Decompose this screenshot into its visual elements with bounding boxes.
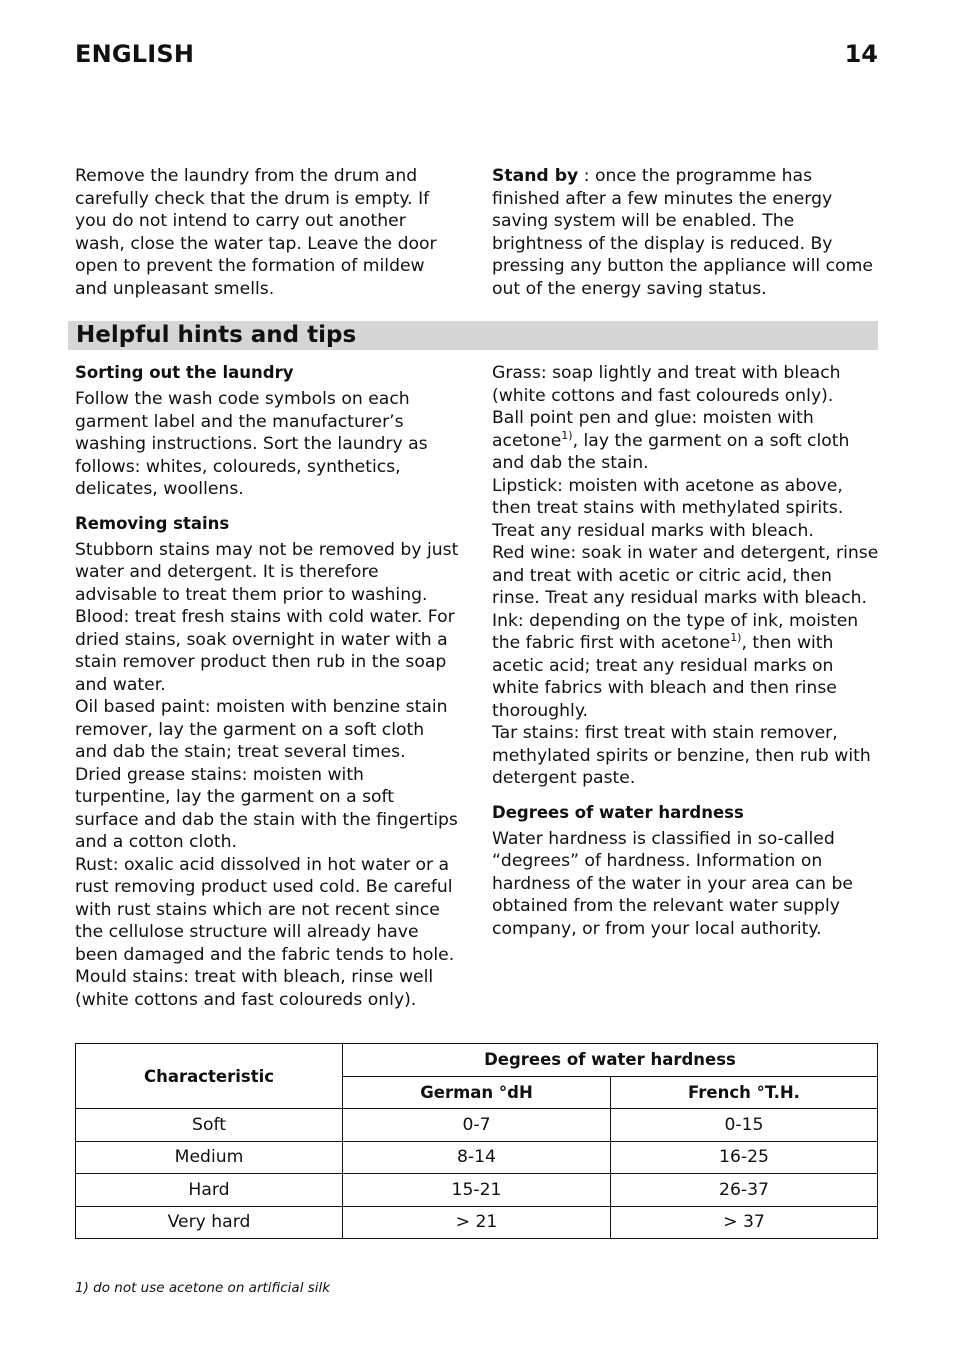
ink-text-b: , then with acetic acid; treat any residual marks on white fabrics with bleach and then rinse thoroughly. — [492, 633, 837, 721]
ink-text — [492, 610, 880, 723]
standby-paragraph — [492, 165, 880, 300]
stains-heading: Removing stains — [75, 513, 230, 533]
table-row — [76, 1141, 878, 1174]
pen-text — [492, 407, 880, 475]
cell-german: 8-14 — [343, 1141, 611, 1174]
left-column — [75, 362, 459, 1011]
page-header — [75, 40, 878, 74]
intro-right — [492, 165, 880, 300]
wine-text: Red wine: soak in water and detergent, rinse and treat with acetic or citric acid, then rinse. Treat any residual marks with bleach. — [492, 543, 879, 608]
table-header-row — [76, 1044, 878, 1077]
intro-left — [75, 165, 459, 300]
header-french: French °T.H. — [611, 1076, 878, 1109]
stains-intro: Stubborn stains may not be removed by just water and detergent. It is therefore advisable to treat them prior to washing. — [75, 539, 459, 605]
hardness-heading: Degrees of water hardness — [492, 802, 744, 822]
standby-label: Stand by — [492, 166, 579, 186]
rust-text: Rust: oxalic acid dissolved in hot water or a rust removing product used cold. Be careful with rust stains which are not recent since the cellulose structure will already have been damaged and the fabric tends to hole. — [75, 854, 455, 965]
ink-text-a: Ink: depending on the type of ink, moisten the fabric first with acetone — [492, 610, 859, 653]
tar-text: Tar stains: first treat with stain remover, methylated spirits or benzine, then rub with detergent paste. — [492, 723, 871, 788]
cell-characteristic: Very hard — [76, 1206, 343, 1239]
cell-german: 0-7 — [343, 1109, 611, 1142]
table-row — [76, 1174, 878, 1207]
standby-text: : once the programme has finished after a few minutes the energy saving system will be enabled. The brightness of the display is reduced. By pressing any button the appliance will come out of the energy saving status. — [492, 166, 873, 299]
mould-text: Mould stains: treat with bleach, rinse well (white cottons and fast coloureds only). — [75, 967, 434, 1010]
header-degrees: Degrees of water hardness — [343, 1044, 878, 1077]
cell-german: 15-21 — [343, 1174, 611, 1207]
sorting-text: Follow the wash code symbols on each garment label and the manufacturer’s washing instructions. Sort the laundry as follows: whites, coloureds, synthetics, delicates, woollens. — [75, 389, 428, 499]
cell-characteristic: Hard — [76, 1174, 343, 1207]
header-german: German °dH — [343, 1076, 611, 1109]
oil-paint-text: Oil based paint: moisten with benzine stain remover, lay the garment on a soft cloth and dab the stain; treat several times. — [75, 697, 448, 762]
section-header — [68, 321, 878, 350]
grease-text: Dried grease stains: moisten with turpentine, lay the garment on a soft surface and dab the stain with the fingertips and a cotton cloth. — [75, 764, 458, 852]
header-characteristic: Characteristic — [76, 1044, 343, 1109]
grass-text: Grass: soap lightly and treat with bleach (white cottons and fast coloureds only). — [492, 363, 841, 406]
after-wash-text: Remove the laundry from the drum and carefully check that the drum is empty. If you do not intend to carry out another wash, close the water tap. Leave the door open to prevent the formation of mildew and unpleasant smells. — [75, 166, 437, 299]
footnote-ref: 1) — [730, 631, 742, 644]
cell-french: > 37 — [611, 1206, 878, 1239]
hardness-text: Water hardness is classified in so-called “degrees” of hardness. Information on hardness of the water in your area can be obtained from the relevant water supply company, or from your local authority. — [492, 828, 853, 939]
right-column — [492, 362, 880, 940]
cell-characteristic: Medium — [76, 1141, 343, 1174]
page-number: 14 — [844, 40, 878, 68]
cell-german: > 21 — [343, 1206, 611, 1239]
blood-text: Blood: treat fresh stains with cold water. For dried stains, soak overnight in water with a stain remover product then rub in the soap and water. — [75, 607, 455, 695]
footnote-ref: 1) — [561, 428, 573, 442]
language-label: ENGLISH — [75, 40, 195, 68]
pen-text-b: , lay the garment on a soft cloth and dab the stain. — [492, 430, 850, 473]
footnote: 1) do not use acetone on artificial silk — [75, 1280, 331, 1296]
cell-french: 16-25 — [611, 1141, 878, 1174]
sorting-heading: Sorting out the laundry — [75, 363, 294, 382]
pen-text-a: Ball point pen and glue: moisten with acetone — [492, 408, 814, 451]
table-row — [76, 1109, 878, 1142]
section-title: Helpful hints and tips — [76, 322, 357, 348]
cell-french: 0-15 — [611, 1109, 878, 1142]
water-hardness-table — [75, 1043, 878, 1239]
cell-french: 26-37 — [611, 1174, 878, 1207]
cell-characteristic: Soft — [76, 1109, 343, 1142]
lipstick-text: Lipstick: moisten with acetone as above, then treat stains with methylated spirits. Treat any residual marks with bleach. — [492, 475, 844, 541]
table-row — [76, 1206, 878, 1239]
